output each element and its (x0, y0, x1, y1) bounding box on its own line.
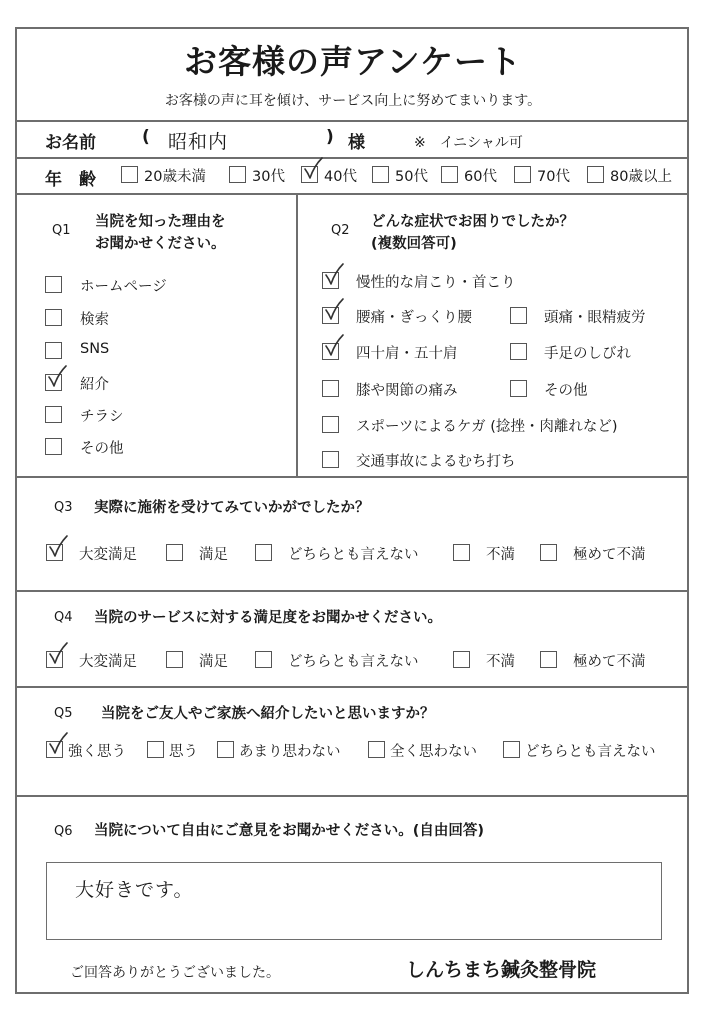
age-checkbox[interactable] (372, 166, 389, 183)
q2-checkbox[interactable] (510, 380, 527, 397)
handwritten-check-mark (47, 731, 69, 757)
q1-question (95, 211, 226, 255)
q3-option-label: どちらとも言えない (288, 547, 419, 563)
age-option-label: 50代 (395, 169, 428, 185)
q2-checkbox[interactable] (510, 307, 527, 324)
age-option-label: 40代 (324, 169, 357, 185)
free-answer-box[interactable] (46, 862, 662, 940)
q4-checkbox[interactable] (453, 651, 470, 668)
q4-question: 当院のサービスに対する満足度をお聞かせください。 (94, 610, 442, 626)
q2-option-label: 膝や関節の痛み (356, 383, 458, 399)
q5-option-label: 全く思わない (390, 744, 477, 760)
q2-question (371, 211, 574, 255)
handwritten-check-mark (47, 641, 69, 667)
divider (15, 476, 689, 478)
q3-checkbox[interactable] (540, 544, 557, 561)
q3-checkbox[interactable] (453, 544, 470, 561)
q2-question-line1: どんな症状でお困りでしたか？ (371, 214, 574, 230)
divider (15, 590, 689, 592)
q1-question-line2: お聞かせください。 (95, 236, 226, 252)
age-option-label: 60代 (464, 169, 497, 185)
age-checkbox[interactable] (441, 166, 458, 183)
q5-option-label: あまり思わない (239, 744, 341, 760)
q2-option-label: 手足のしびれ (544, 346, 631, 362)
q4-option-label: どちらとも言えない (288, 654, 419, 670)
age-checkbox[interactable] (587, 166, 604, 183)
q1-checkbox[interactable] (45, 309, 62, 326)
name-field-value[interactable]: 昭和内 (168, 131, 229, 153)
age-checkbox[interactable] (121, 166, 138, 183)
page-title: お客様の声アンケート (183, 42, 523, 81)
divider (15, 157, 689, 159)
q2-number: Q2 (331, 223, 350, 238)
q1-number: Q1 (52, 223, 71, 238)
q1-checkbox[interactable] (45, 342, 62, 359)
divider (15, 795, 689, 797)
q1-checkbox[interactable] (45, 438, 62, 455)
q3-checkbox[interactable] (166, 544, 183, 561)
q2-option-label: 頭痛・眼精疲労 (544, 310, 646, 326)
q4-option-label: 不満 (486, 654, 515, 670)
age-option-label: 70代 (537, 169, 570, 185)
q4-checkbox[interactable] (540, 651, 557, 668)
divider (15, 686, 689, 688)
name-suffix: 様 (348, 133, 365, 153)
q3-question: 実際に施術を受けてみていかがでしたか？ (94, 500, 370, 516)
q5-option-label: 思う (169, 744, 198, 760)
q2-option-label: その他 (544, 383, 588, 399)
handwritten-check-mark (323, 297, 345, 323)
q2-checkbox[interactable] (322, 451, 339, 468)
q2-option-label: スポーツによるケガ (捻挫・肉離れなど) (356, 419, 618, 435)
q1-option-label: チラシ (80, 409, 124, 425)
age-checkbox[interactable] (229, 166, 246, 183)
q3-option-label: 大変満足 (79, 547, 137, 563)
handwritten-check-mark (302, 156, 324, 182)
q3-option-label: 不満 (486, 547, 515, 563)
page-subtitle: お客様の声に耳を傾け、サービス向上に努めてまいります。 (164, 93, 542, 109)
q5-option-label: どちらとも言えない (525, 744, 656, 760)
q4-option-label: 極めて不満 (573, 654, 646, 670)
q2-question-line2: (複数回答可) (371, 236, 457, 252)
initial-note: ※ イニシャル可 (414, 135, 523, 151)
q2-checkbox[interactable] (322, 416, 339, 433)
q4-option-label: 大変満足 (79, 654, 137, 670)
q5-checkbox[interactable] (368, 741, 385, 758)
age-label: 年 齢 (45, 170, 96, 190)
q4-option-label: 満足 (199, 654, 228, 670)
q2-option-label: 四十肩・五十肩 (356, 346, 458, 362)
column-divider (296, 193, 298, 476)
q4-checkbox[interactable] (255, 651, 272, 668)
q2-option-label: 慢性的な肩こり・首こり (356, 275, 516, 291)
q2-checkbox[interactable] (322, 380, 339, 397)
q1-option-label: ホームページ (80, 279, 167, 295)
q3-checkbox[interactable] (255, 544, 272, 561)
handwritten-check-mark (47, 534, 69, 560)
age-option-label: 80歳以上 (610, 169, 672, 185)
q1-checkbox[interactable] (45, 406, 62, 423)
q1-option-label: その他 (80, 441, 124, 457)
clinic-name: しんちまち鍼灸整骨院 (406, 959, 597, 981)
q3-option-label: 満足 (199, 547, 228, 563)
q5-number: Q5 (54, 706, 73, 721)
handwritten-check-mark (323, 333, 345, 359)
q1-option-label: 紹介 (80, 377, 109, 393)
q3-number: Q3 (54, 500, 73, 515)
q6-number: Q6 (54, 824, 73, 839)
q1-option-label: SNS (80, 341, 110, 357)
age-option-label: 30代 (252, 169, 285, 185)
q4-checkbox[interactable] (166, 651, 183, 668)
q5-option-label: 強く思う (68, 744, 126, 760)
q3-option-label: 極めて不満 (573, 547, 646, 563)
name-open-paren: ( (142, 127, 150, 147)
q1-question-line1: 当院を知った理由を (95, 214, 226, 230)
q2-checkbox[interactable] (510, 343, 527, 360)
q5-question: 当院をご友人やご家族へ紹介したいと思いますか？ (101, 706, 435, 722)
divider (15, 120, 689, 122)
q5-checkbox[interactable] (147, 741, 164, 758)
age-option-label: 20歳未満 (144, 169, 206, 185)
handwritten-check-mark (323, 262, 345, 288)
age-checkbox[interactable] (514, 166, 531, 183)
name-label: お名前 (45, 133, 96, 153)
handwritten-check-mark (46, 364, 68, 390)
q5-checkbox[interactable] (503, 741, 520, 758)
q4-number: Q4 (54, 610, 73, 625)
thanks-text: ご回答ありがとうございました。 (70, 965, 280, 981)
q5-checkbox[interactable] (217, 741, 234, 758)
name-close-paren: ) (326, 127, 334, 147)
q1-option-label: 検索 (80, 312, 109, 328)
q6-question: 当院について自由にご意見をお聞かせください。(自由回答) (94, 823, 484, 839)
q2-option-label: 交通事故によるむち打ち (356, 454, 516, 470)
free-answer-text: 大好きです。 (75, 879, 194, 901)
q1-checkbox[interactable] (45, 276, 62, 293)
divider (15, 193, 689, 195)
q2-option-label: 腰痛・ぎっくり腰 (356, 310, 472, 326)
